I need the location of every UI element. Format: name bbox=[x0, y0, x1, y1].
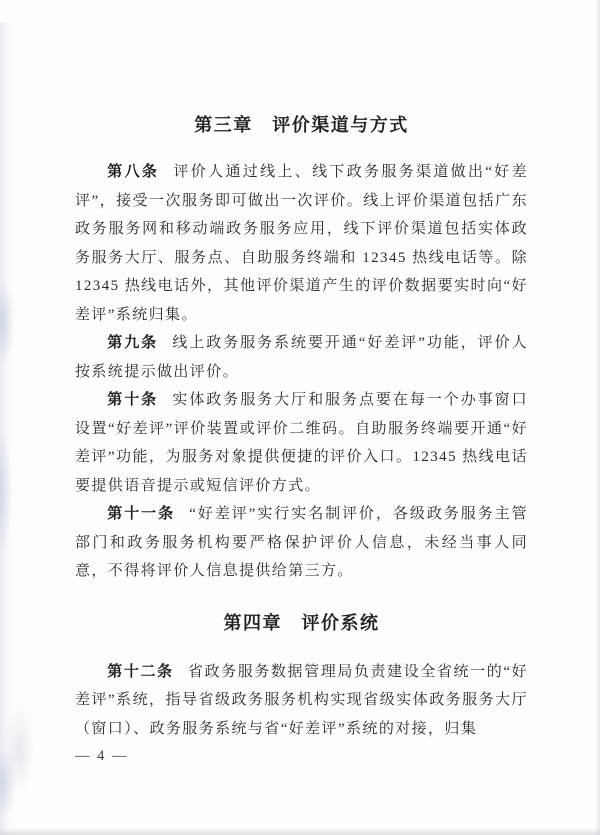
article-11-text: “好差评”实行实名制评价，各级政务服务主管部门和政务服务机构要严格保护评价人信息，未经当事人同意，不得将评价人信息提供给第三方。 bbox=[75, 506, 528, 579]
article-9-label: 第九条 bbox=[107, 335, 159, 351]
article-12-text: 省政务服务数据管理局负责建设全省统一的“好差评”系统，指导省级政务服务机构实现省级实体政务服务大厅（窗口）、政务服务系统与省“好差评”系统的对接，归集 bbox=[75, 663, 528, 737]
article-9-paragraph bbox=[75, 329, 528, 386]
article-10-paragraph bbox=[75, 386, 528, 500]
scan-edge-artifact-left bbox=[0, 22, 16, 835]
article-9-text: 线上政务服务系统要开通“好差评”功能，评价人按系统提示做出评价。 bbox=[75, 335, 529, 380]
document-body bbox=[75, 0, 528, 765]
chapter-4-heading: 第四章 评价系统 bbox=[223, 612, 380, 633]
scan-edge-artifact-bottom bbox=[0, 828, 600, 835]
article-8-text: 评价人通过线上、线下政务服务渠道做出“好差评”，接受一次服务即可做出一次评价。线上评价渠道包括广东政务服务网和移动端政务服务应用，线下评价渠道包括实体政务服务大厅、服务点、自助服务终端和 12345 热线电话等。除 12345 热线电话外，其他评价渠道产生的评价数据要实时向“好差评”系统归集。 bbox=[75, 164, 529, 323]
article-11-paragraph bbox=[75, 500, 528, 586]
chapter-3-heading: 第三章 评价渠道与方式 bbox=[194, 115, 409, 135]
article-10-text: 实体政务服务大厅和服务点要在每一个办事窗口设置“好差评”评价装置或评价二维码。自助服务终端要开通“好差评”功能，为服务对象提供便捷的评价入口。12345 热线电话要提供语音提示或短信评价方式。 bbox=[75, 392, 529, 494]
article-10-label: 第十条 bbox=[107, 392, 159, 408]
article-11-label: 第十一条 bbox=[107, 506, 176, 522]
article-8-label: 第八条 bbox=[107, 164, 160, 180]
page-number: — 4 — bbox=[75, 748, 129, 764]
article-8-paragraph bbox=[75, 158, 528, 329]
scan-smudge-artifact bbox=[4, 705, 34, 795]
article-12-paragraph bbox=[75, 658, 528, 744]
article-12-label: 第十二条 bbox=[107, 663, 174, 680]
scan-edge-artifact-right bbox=[595, 0, 600, 835]
